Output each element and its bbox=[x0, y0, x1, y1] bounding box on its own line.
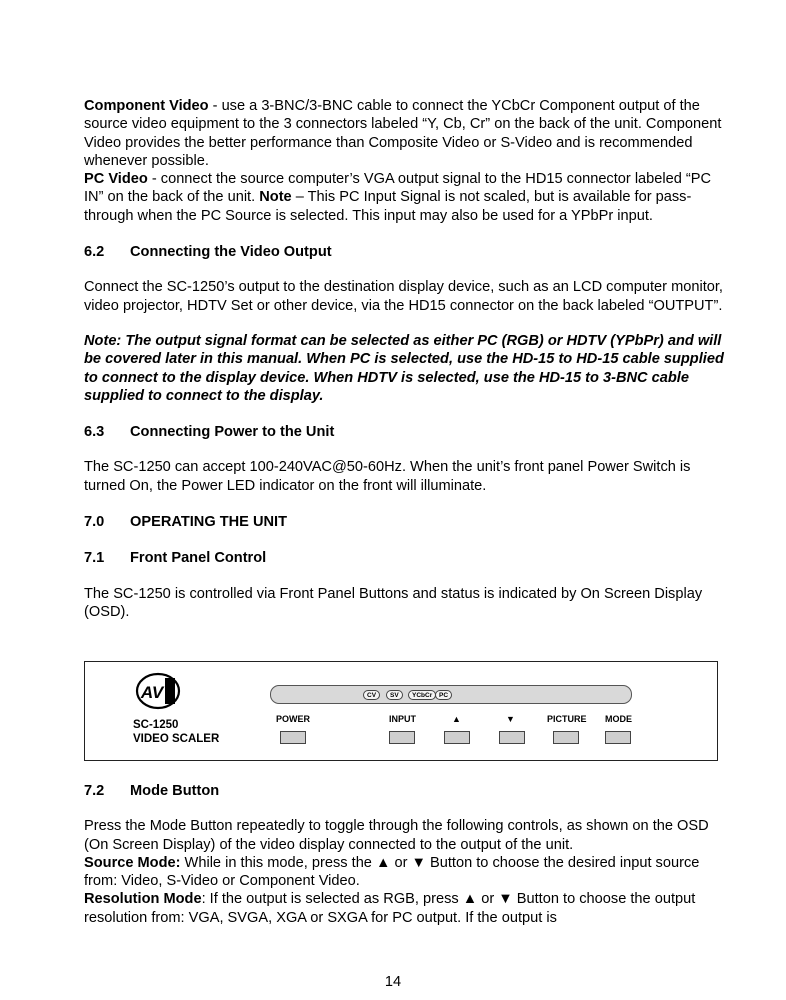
heading-6-2-title: Connecting the Video Output bbox=[130, 244, 332, 261]
power-button-label: POWER bbox=[276, 714, 311, 724]
heading-7-1-title: Front Panel Control bbox=[130, 550, 267, 567]
heading-7-1-number: 7.1 bbox=[84, 550, 105, 567]
paragraph-front-panel: The SC-1250 is controlled via Front Panel Buttons and status is indicated by On Screen Display (OSD). bbox=[84, 585, 703, 620]
component-video-title: Component Video bbox=[84, 98, 209, 114]
heading-7-2-number: 7.2 bbox=[84, 783, 105, 799]
picture-button bbox=[553, 731, 579, 744]
model-line-1: SC-1250 bbox=[133, 719, 179, 731]
up-button bbox=[444, 731, 470, 744]
up-button-label: ▲ bbox=[452, 714, 461, 724]
paragraph-mode: Press the Mode Button repeatedly to toggle through the following controls, as shown on the OSD (On Screen Display) of the video display connected to the output of the unit. bbox=[84, 818, 709, 853]
down-button-label: ▼ bbox=[506, 714, 515, 724]
mode-button bbox=[605, 731, 631, 744]
paragraph-resolution-mode bbox=[84, 890, 724, 927]
heading-7-0 bbox=[84, 513, 724, 531]
led-sv: SV bbox=[386, 690, 403, 700]
paragraph-output: Connect the SC-1250’s output to the destination display device, such as an LCD computer monitor, video projector, HDTV Set or other device, via the HD15 connector on the back labeled “OUTPUT”. bbox=[84, 279, 723, 314]
led-display-bar bbox=[270, 685, 632, 704]
pc-video-text-2: – This PC Input Signal is not scaled, but is available for pass-through when the PC Source is selected. This input may also be used for a YPbPr input. bbox=[84, 189, 692, 224]
model-label bbox=[133, 718, 219, 746]
down-button bbox=[499, 731, 525, 744]
component-video-text: - use a 3-BNC/3-BNC cable to connect the YCbCr Component output of the source video equipment to the 3 connectors labeled “Y, Cb, Cr” on the back of the unit. Component Video provides the better performance than Composite Video or S-Video and is recommended whenever possible. bbox=[84, 98, 722, 169]
led-ycbcr: YCbCr bbox=[408, 690, 436, 700]
model-line-2: VIDEO SCALER bbox=[133, 733, 220, 745]
paragraph-source-mode bbox=[84, 854, 724, 891]
resolution-mode-text: : If the output is selected as RGB, press ▲ or ▼ Button to choose the output resolution from: VGA, SVGA, XGA or SXGA for PC output. If the output is bbox=[84, 891, 696, 926]
heading-6-2-number: 6.2 bbox=[84, 244, 105, 261]
source-mode-text: While in this mode, press the ▲ or ▼ Button to choose the desired input source from: Video, S-Video or Component Video. bbox=[84, 854, 700, 890]
heading-6-2 bbox=[84, 243, 724, 261]
page-number: 14 bbox=[384, 974, 402, 990]
led-pc: PC bbox=[435, 690, 452, 700]
pc-video-note-label: Note bbox=[259, 189, 292, 206]
document-body-continued bbox=[84, 782, 724, 927]
picture-button-label: PICTURE bbox=[547, 714, 587, 724]
heading-6-3-number: 6.3 bbox=[84, 424, 105, 441]
av-logo-icon bbox=[135, 672, 181, 710]
heading-6-3-title: Connecting Power to the Unit bbox=[130, 424, 335, 441]
led-cv: CV bbox=[363, 690, 380, 700]
paragraph-pc-video bbox=[84, 170, 724, 225]
resolution-mode-title: Resolution Mode bbox=[84, 891, 202, 908]
heading-7-2 bbox=[84, 782, 724, 800]
heading-7-0-title: OPERATING THE UNIT bbox=[130, 514, 288, 531]
heading-7-2-title: Mode Button bbox=[130, 783, 220, 799]
source-mode-title: Source Mode: bbox=[84, 854, 181, 871]
paragraph-component-video bbox=[84, 97, 724, 170]
front-panel-diagram bbox=[84, 661, 718, 761]
heading-7-1 bbox=[84, 549, 724, 567]
heading-7-0-number: 7.0 bbox=[84, 514, 105, 531]
input-button-label: INPUT bbox=[389, 714, 416, 724]
mode-button-label: MODE bbox=[605, 714, 632, 724]
paragraph-power: The SC-1250 can accept 100-240VAC@50-60Hz. When the unit’s front panel Power Switch is turned On, the Power LED indicator on the front will illuminate. bbox=[84, 459, 691, 494]
note-output: Note: The output signal format can be selected as either PC (RGB) or HDTV (YPbPr) and will be covered later in this manual. When PC is selected, use the HD-15 to HD-15 cable supplied to connect to the display device. When HDTV is selected, use the HD-15 to 3-BNC cable supplied to connect to the display. bbox=[84, 332, 724, 404]
logo-text: AV bbox=[140, 683, 164, 702]
pc-video-text-1: - connect the source computer’s VGA output signal to the HD15 connector labeled “PC IN” on the back of the unit. bbox=[84, 171, 712, 206]
power-button bbox=[280, 731, 306, 744]
heading-6-3 bbox=[84, 423, 724, 441]
pc-video-title: PC Video bbox=[84, 171, 148, 188]
document-body bbox=[84, 97, 724, 621]
input-button bbox=[389, 731, 415, 744]
